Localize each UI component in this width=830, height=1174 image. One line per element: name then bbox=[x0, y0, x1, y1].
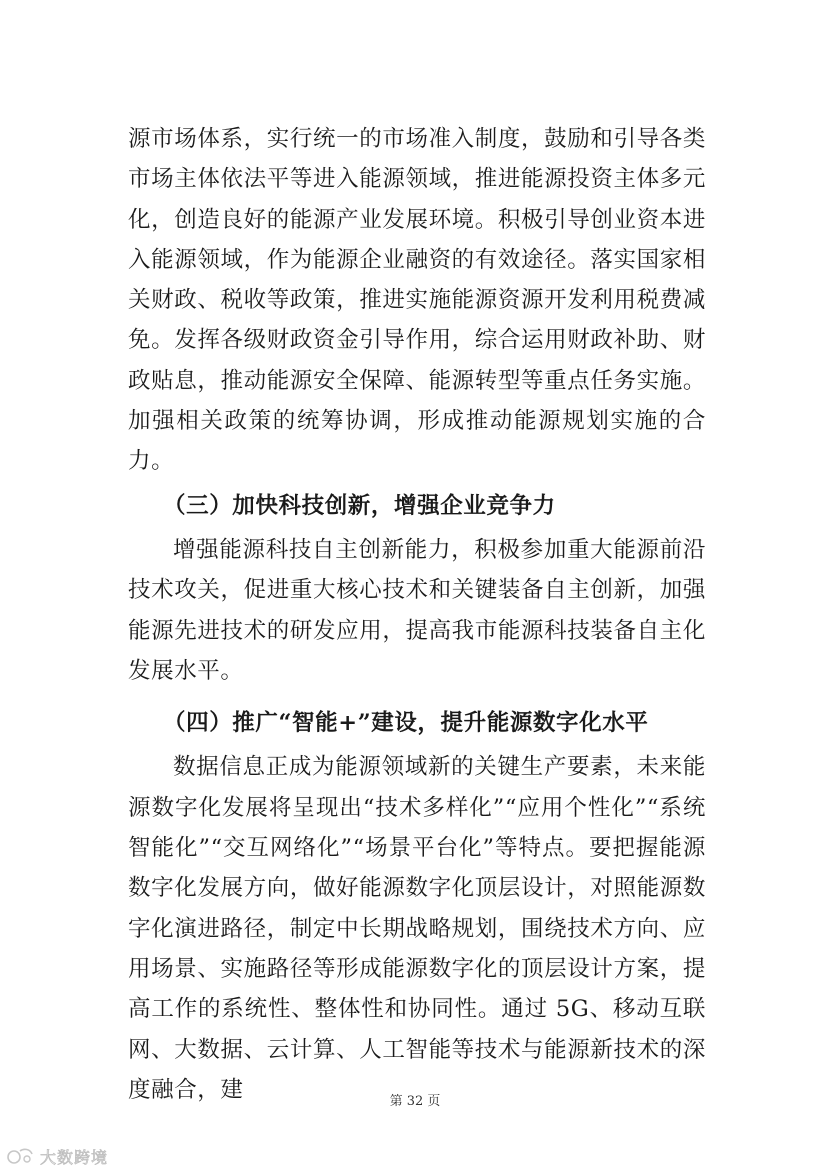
watermark bbox=[6, 1144, 108, 1168]
section-heading-4: （四）推广“智能+”建设，提升能源数字化水平 bbox=[163, 710, 649, 737]
dashuju-logo-icon bbox=[6, 1146, 36, 1166]
section-heading-3: （三）加快科技创新，增强企业竞争力 bbox=[163, 492, 556, 519]
paragraph-continued: 源市场体系，实行统一的市场准入制度，鼓励和引导各类市场主体依法平等进入能源领域，推进能源投资主体多元化，创造良好的能源产业发展环境。积极引导创业资本进入能源领域，作为能源企业融资的有效途径。落实国家相关财政、税收等政策，推进实施能源资源开发利用税费减免。发挥各级财政资金引导作用，综合运用财政补助、财政贴息，推动能源安全保障、能源转型等重点任务实施。加强相关政策的统筹协调，形成推动能源规划实施的合力。 bbox=[128, 126, 706, 475]
section-4-paragraph: 数据信息正成为能源领域新的关键生产要素，未来能源数字化发展将呈现出“技术多样化”“应用个性化”“系统智能化”“交互网络化”“场景平台化”等特点。要把握能源数字化发展方向，做好能源数字化顶层设计，对照能源数字化演进路径，制定中长期战略规划，围绕技术方向、应用场景、实施路径等形成能源数字化的顶层设计方案，提高工作的系统性、整体性和协同性。通过 5G、移动互联网、大数据、云计算、人工智能等技术与能源新技术的深度融合，建 bbox=[128, 754, 706, 1103]
section-3-paragraph: 增强能源科技自主创新能力，积极参加重大能源前沿技术攻关，促进重大核心技术和关键装备自主创新，加强能源先进技术的研发应用，提高我市能源科技装备自主化发展水平。 bbox=[128, 536, 706, 684]
watermark-text: 大数跨境 bbox=[40, 1147, 109, 1167]
document-body bbox=[128, 119, 706, 1110]
page-number: 第 32 页 bbox=[389, 1094, 441, 1109]
